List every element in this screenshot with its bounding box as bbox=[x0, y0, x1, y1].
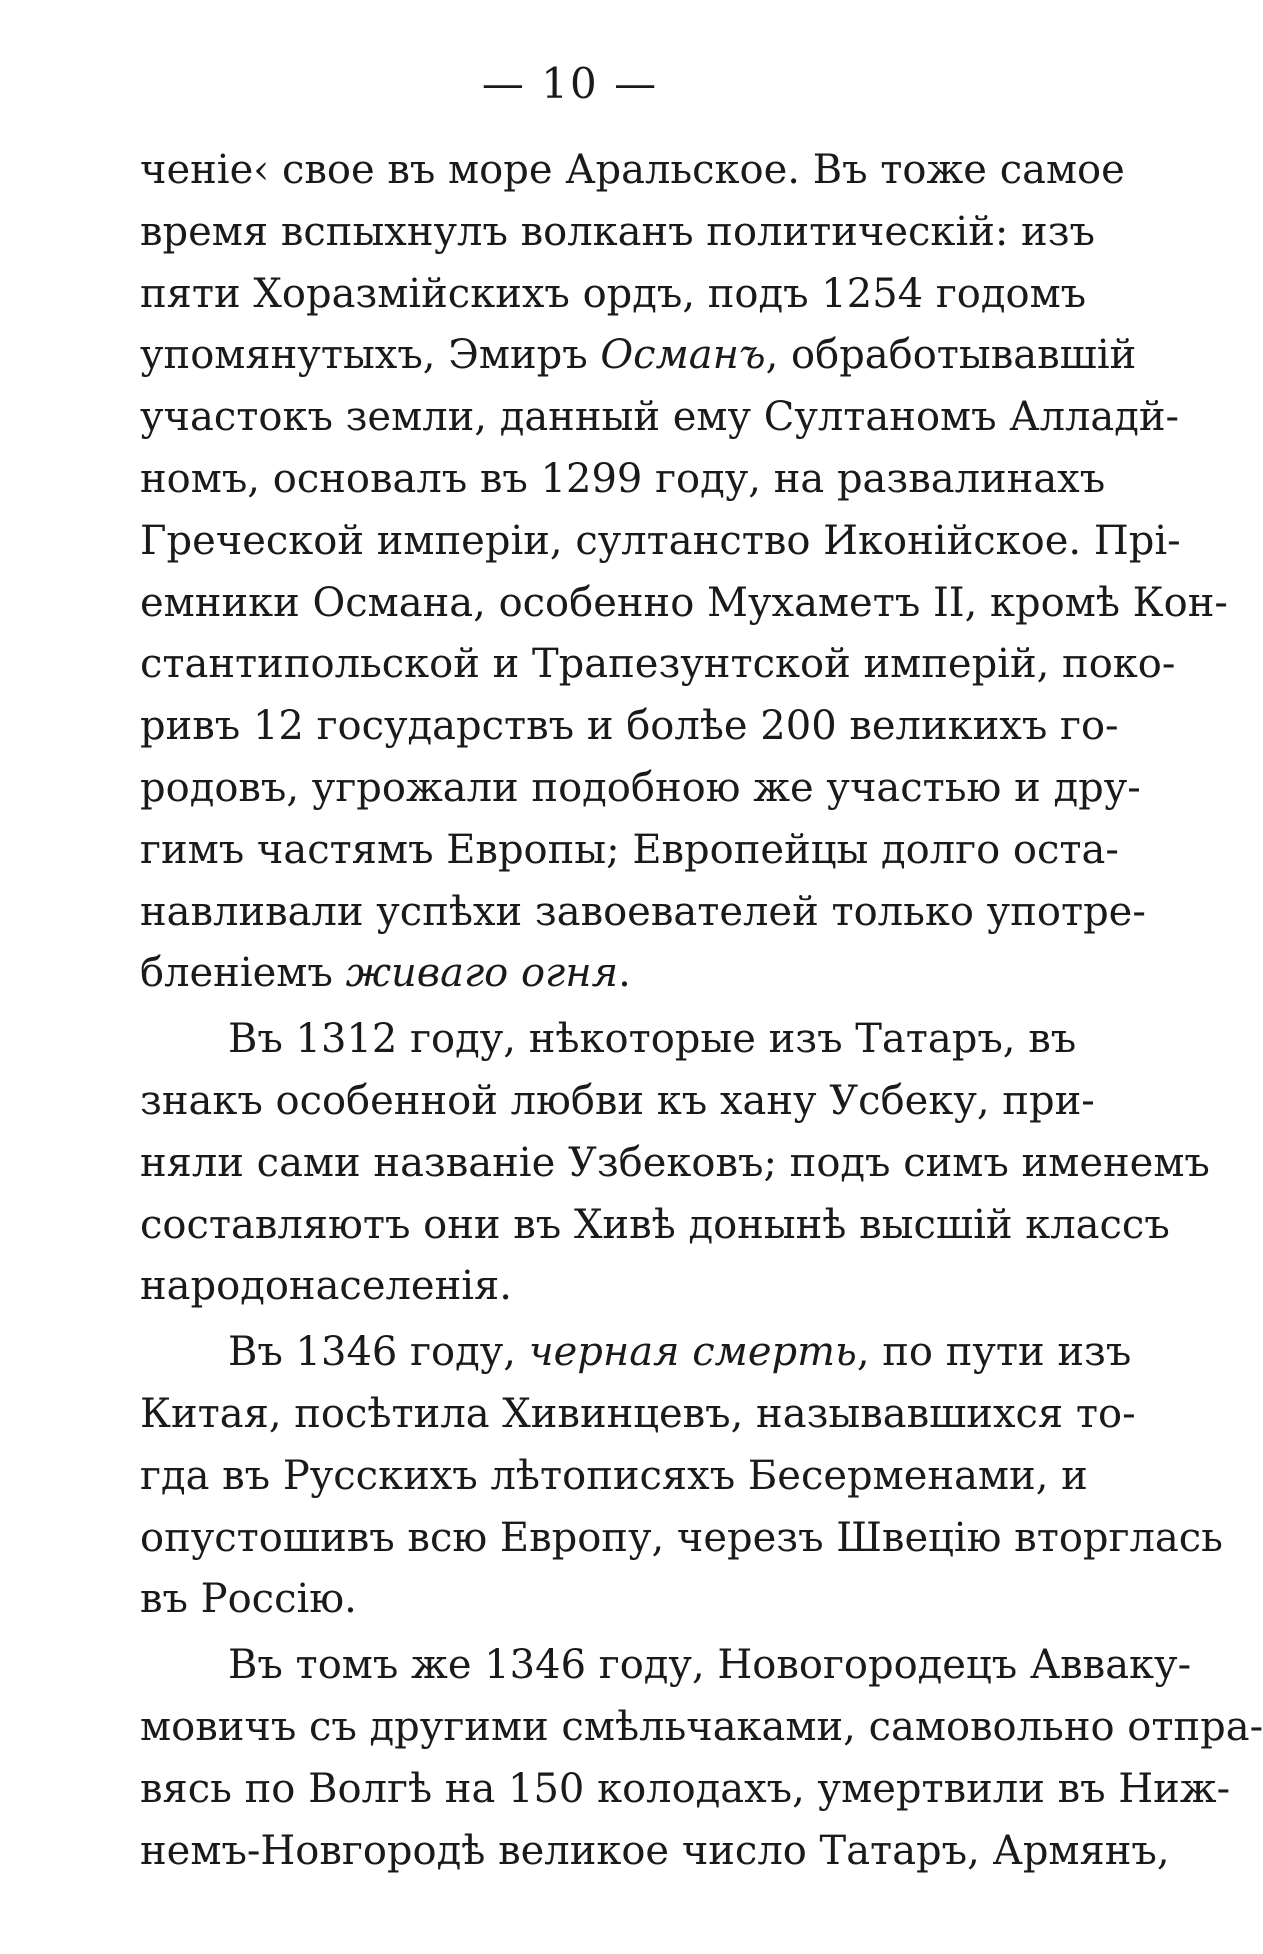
text-line: ченіе‹ свое въ море Аральское. Въ тоже самое bbox=[140, 147, 1125, 193]
text-line: мовичъ съ другими смѣльчаками, самовольно отпра- bbox=[140, 1703, 1263, 1750]
text-line: немъ-Новгородѣ великое число Татаръ, Армянъ, bbox=[140, 1827, 1170, 1874]
text-line: няли сами названіе Узбековъ; подъ симъ именемъ bbox=[140, 1139, 1210, 1186]
text-line: вясь по Волгѣ на 150 колодахъ, умертвили въ Ниж- bbox=[140, 1765, 1231, 1812]
text-line: навливали успѣхи завоевателей только употре- bbox=[140, 888, 1146, 935]
text-line: Греческой имперіи, султанство Иконійское. Прі- bbox=[140, 517, 1181, 564]
text-line: ривъ 12 государствъ и болѣе 200 великихъ го- bbox=[140, 703, 1119, 750]
text-line: стантипольской и Трапезунтской имперій, поко- bbox=[140, 641, 1176, 688]
text-line: гимъ частямъ Европы; Европейцы долго оста- bbox=[140, 826, 1119, 873]
text-line: время вспыхнулъ волканъ политическій: изъ bbox=[140, 208, 1095, 255]
text-line: въ Россію. bbox=[140, 1576, 357, 1623]
text-line: опустошивъ всю Европу, черезъ Швецію вторглась bbox=[140, 1514, 1223, 1561]
italic-phrase: черная смерть bbox=[528, 1329, 857, 1376]
text-line: гда въ Русскихъ лѣтописяхъ Бесерменами, и bbox=[140, 1452, 1088, 1499]
body-text bbox=[140, 140, 1263, 1882]
text-line: знакъ особенной любви къ хану Усбеку, при- bbox=[140, 1077, 1095, 1124]
text-line: составляютъ они въ Хивѣ донынѣ высшій классъ bbox=[140, 1201, 1170, 1248]
text-line: родовъ, угрожали подобною же участью и дру- bbox=[140, 764, 1141, 811]
text-line: Въ томъ же 1346 году, Новогородецъ Аввaку- bbox=[228, 1642, 1192, 1689]
page-number: — 10 — bbox=[481, 59, 659, 108]
text-line: бленіемъ живаго огня. bbox=[140, 950, 631, 997]
text-line: номъ, основалъ въ 1299 году, на развалинахъ bbox=[140, 455, 1106, 502]
text-line: упомянутыхъ, Эмиръ Османъ, обработывавшій bbox=[140, 332, 1137, 379]
text-line: пяти Хоразмійскихъ ордъ, подъ 1254 годомъ bbox=[140, 270, 1087, 317]
text-line: народонаселенія. bbox=[140, 1263, 512, 1310]
text-line: участокъ земли, данный ему Султаномъ Алладй- bbox=[140, 394, 1180, 441]
text-line: Въ 1346 году, черная смерть, по пути изъ bbox=[228, 1329, 1132, 1376]
text-line: емники Османа, особенно Мухаметъ II, кромѣ Кон- bbox=[140, 579, 1228, 626]
italic-phrase: живаго огня bbox=[345, 950, 619, 997]
text-line: Въ 1312 году, нѣкоторые изъ Татаръ, въ bbox=[228, 1016, 1077, 1063]
text-line: Китая, посѣтила Хивинцевъ, называвшихся то- bbox=[140, 1390, 1136, 1437]
italic-name: Османъ bbox=[600, 332, 766, 379]
